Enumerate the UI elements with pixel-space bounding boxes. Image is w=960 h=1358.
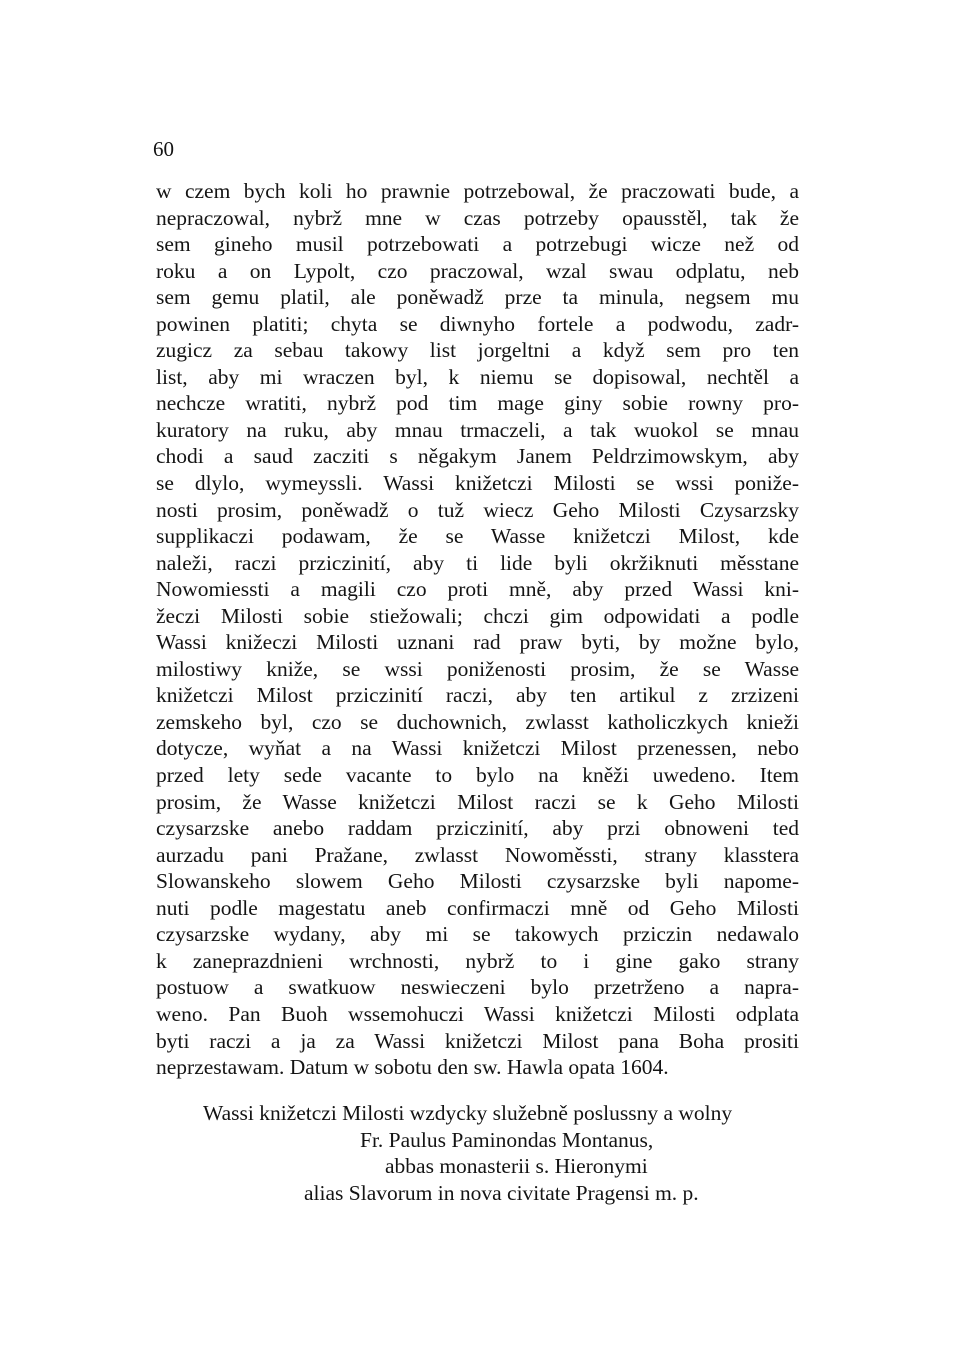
text-line: neprzestawam. Datum w sobotu den sw. Hawla opata 1604.	[156, 1055, 669, 1080]
text-line: przed lety sede vacante to bylo na kněži uwedeno. Item	[156, 763, 799, 788]
text-line: prosim, že Wasse knižetczi Milost raczi se k Geho Milosti	[156, 789, 799, 814]
page-number: 60	[153, 137, 174, 161]
text-line: supplikaczi podawam, že se Wasse knižetczi Milost, kde	[156, 524, 799, 549]
text-line: weno. Pan Buoh wssemohuczi Wassi knižetczi Milosti odplata	[156, 1001, 799, 1026]
closing-formula: Wassi knižetczi Milosti wzdycky služebně poslussny a wolny	[203, 1101, 733, 1125]
text-line: naleži, raczi prziczinití, aby ti lide byli okržiknuti měsstane	[156, 550, 799, 575]
text-line: w czem bych koli ho prawnie potrzebowal, že praczowati bude, a	[156, 179, 799, 203]
text-line: nepraczowal, nybrž mne w czas potrzeby opausstěl, tak že	[156, 205, 799, 230]
text-line: Wassi knižeczi Milosti uznani rad praw byti, by možne bylo,	[156, 630, 799, 655]
text-line: postuow a swatkuow neswieczeni bylo przetrženo a napra-	[156, 975, 799, 1000]
text-line: milostiwy kniže, se wssi poniženosti prosim, že se Wasse	[156, 656, 799, 681]
text-line: Slowanskeho slowem Geho Milosti czysarzske byli napome-	[156, 869, 799, 894]
text-line: knižetczi Milost prziczinití raczi, aby ten artikul z zrzizeni	[156, 683, 799, 708]
text-line: aurzadu pani Pražane, zwlasst Nowoměssti, strany klasstera	[156, 842, 799, 867]
letter-body	[156, 178, 799, 1081]
text-line: žeczi Milosti sobie stiežowali; chczi gim odpowidati a podle	[156, 603, 799, 628]
text-line: sem gineho musil potrzebowati a potrzebugi wicze než od	[156, 232, 799, 257]
text-line: nuti podle magestatu aneb confirmaczi mně od Geho Milosti	[156, 895, 799, 920]
signature-place: alias Slavorum in nova civitate Pragensi m. p.	[304, 1180, 699, 1205]
text-line: chodi a saud zacziti s něgakym Janem Peldrzimowskym, aby	[156, 444, 799, 469]
text-line: kuratory na ruku, aby mnau trmaczeli, a tak wuokol se mnau	[156, 417, 799, 442]
text-line: czysarzske wydany, aby mi se takowych prziczin nedawalo	[156, 922, 799, 947]
text-line: czysarzske anebo raddam prziczinití, aby przi obnoweni ted	[156, 816, 799, 841]
text-line: Nowomiessti a magili czo proti mně, aby przed Wassi kni-	[156, 577, 799, 602]
text-line: se dlylo, wymeyssli. Wassi knižetczi Milosti se wssi poniže-	[156, 471, 799, 496]
text-line: dotycze, wyňat a na Wassi knižetczi Milost przenessen, nebo	[156, 736, 799, 761]
text-line: byti raczi a ja za Wassi knižetczi Milost pana Boha prositi	[156, 1028, 799, 1053]
signature-title: abbas monasterii s. Hieronymi	[385, 1154, 648, 1179]
text-line: roku a on Lypolt, czo praczowal, wzal swau odplatu, neb	[156, 258, 799, 283]
signature-name: Fr. Paulus Paminondas Montanus,	[360, 1127, 654, 1152]
text-line: powinen platiti; chyta se diwnyho fortele a podwodu, zadr-	[156, 311, 799, 336]
text-line: k zaneprazdnieni wrchnosti, nybrž to i gine gako strany	[156, 948, 799, 973]
text-line: list, aby mi wraczen byl, k niemu se dopisowal, nechtěl a	[156, 364, 799, 389]
text-line: nechcze wratiti, nybrž pod tim mage giny sobie rowny pro-	[156, 391, 799, 416]
text-line: zugicz za sebau takowy list jorgeltni a když sem pro ten	[156, 338, 799, 363]
text-line: nosti prosim, poněwadž o tuž wiecz Geho Milosti Czysarzsky	[156, 497, 799, 522]
text-line: sem gemu platil, ale poněwadž prze ta minula, negsem mu	[156, 285, 799, 310]
text-line: zemskeho byl, czo se duchownich, zwlasst katholiczkych knieži	[156, 709, 799, 734]
